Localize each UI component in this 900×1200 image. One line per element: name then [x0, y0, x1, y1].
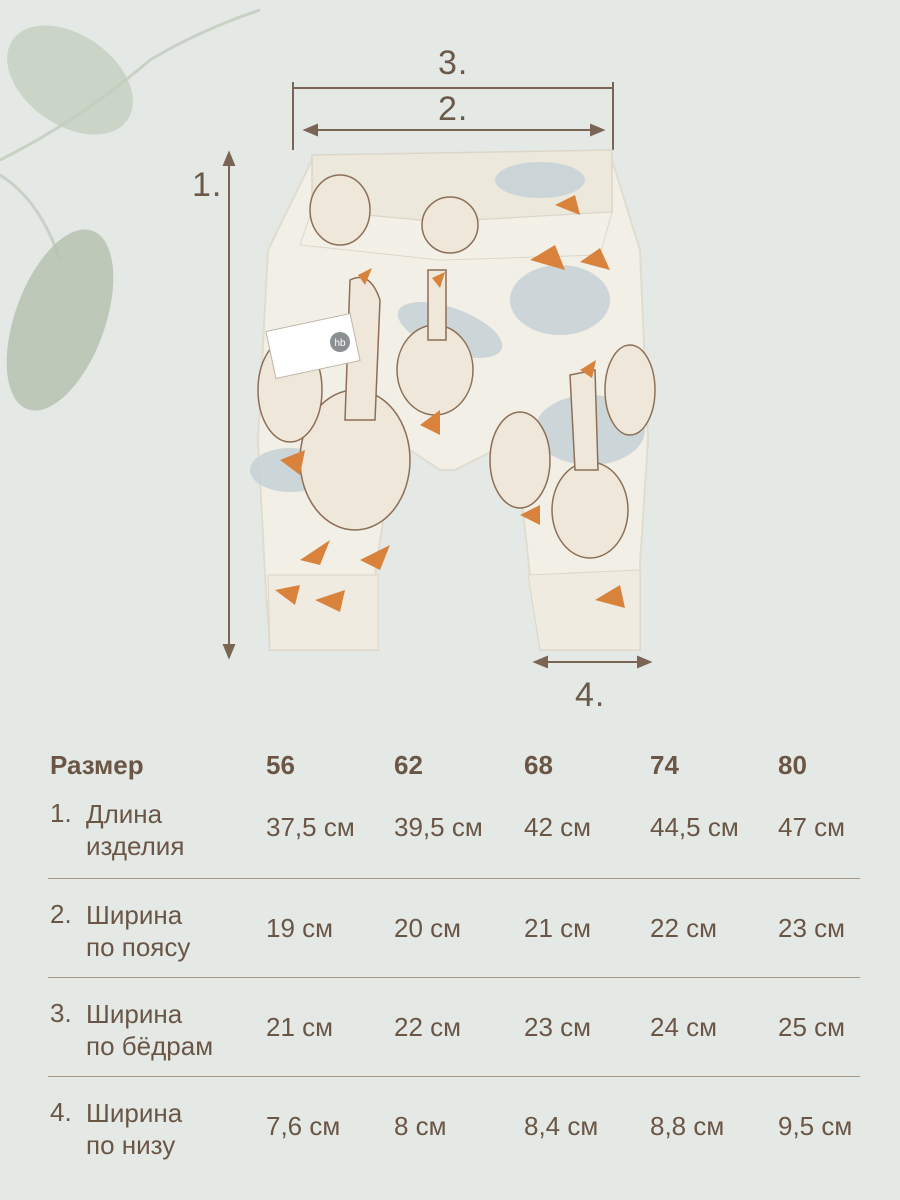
row-label-line2: изделия: [86, 831, 185, 861]
table-row: [48, 798, 860, 878]
row-label-line1: Ширина: [86, 900, 183, 930]
table-row: [48, 1076, 860, 1173]
dimension-label-4: 4.: [575, 676, 606, 714]
header-label: Размер: [50, 750, 144, 780]
table-row: [48, 977, 860, 1074]
value-68: 23 см: [524, 1012, 592, 1042]
value-68: 42 см: [524, 812, 592, 842]
pants-illustration: [250, 150, 655, 650]
dimension-label-1: 1.: [192, 166, 223, 204]
value-56: 37,5 см: [266, 812, 355, 842]
size-62: 62: [394, 750, 423, 780]
row-number: 4.: [50, 1097, 72, 1127]
dimension-label-3: 3.: [438, 44, 469, 82]
table-row: [48, 878, 860, 975]
value-62: 20 см: [394, 913, 462, 943]
row-number: 3.: [50, 998, 72, 1028]
dimension-label-2: 2.: [438, 90, 469, 128]
row-label-line1: Ширина: [86, 999, 183, 1029]
value-74: 44,5 см: [650, 812, 739, 842]
value-74: 22 см: [650, 913, 718, 943]
value-74: 24 см: [650, 1012, 718, 1042]
row-number: 1.: [50, 798, 72, 828]
size-68: 68: [524, 750, 553, 780]
value-68: 21 см: [524, 913, 592, 943]
value-62: 39,5 см: [394, 812, 483, 842]
row-label-line1: Длина: [86, 799, 163, 829]
value-80: 9,5 см: [778, 1111, 853, 1141]
value-80: 47 см: [778, 812, 846, 842]
value-68: 8,4 см: [524, 1111, 599, 1141]
svg-text:hb: hb: [334, 338, 346, 349]
value-62: 8 см: [394, 1111, 447, 1141]
value-56: 21 см: [266, 1012, 334, 1042]
value-74: 8,8 см: [650, 1111, 725, 1141]
value-80: 25 см: [778, 1012, 846, 1042]
value-56: 19 см: [266, 913, 334, 943]
row-label-line1: Ширина: [86, 1098, 183, 1128]
row-label-line2: по низу: [86, 1130, 176, 1160]
size-74: 74: [650, 750, 679, 780]
size-table-header: [48, 750, 860, 790]
value-62: 22 см: [394, 1012, 462, 1042]
row-label-line2: по бёдрам: [86, 1031, 214, 1061]
row-number: 2.: [50, 899, 72, 929]
size-56: 56: [266, 750, 295, 780]
size-80: 80: [778, 750, 807, 780]
value-80: 23 см: [778, 913, 846, 943]
row-label-line2: по поясу: [86, 932, 191, 962]
value-56: 7,6 см: [266, 1111, 341, 1141]
